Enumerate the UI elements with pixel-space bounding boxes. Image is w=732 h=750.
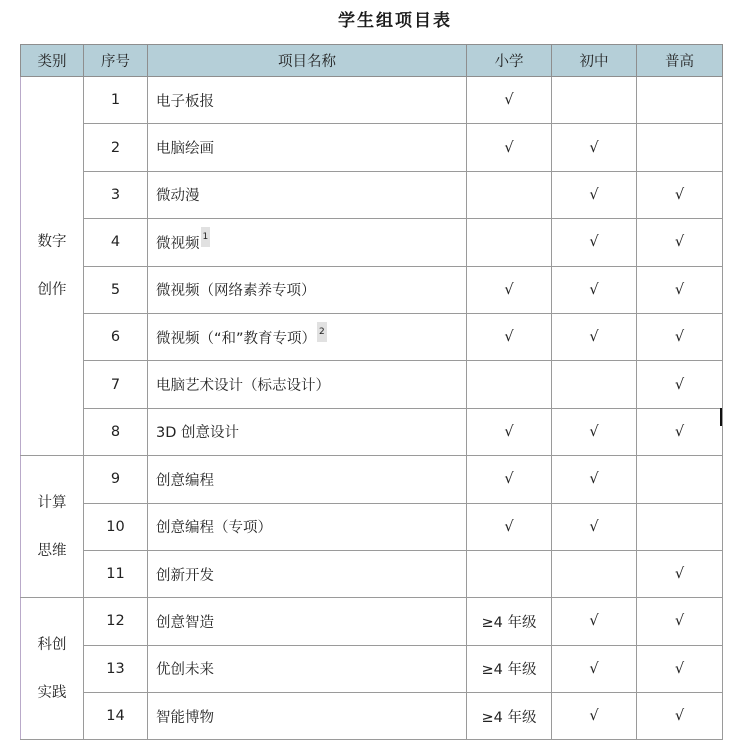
project-name: 微视频: [156, 235, 200, 252]
table-row: [21, 171, 723, 218]
table-body: [21, 77, 723, 740]
project-name-cell: [148, 550, 467, 597]
table-row: [21, 456, 723, 503]
junior-cell: √: [552, 645, 637, 692]
primary-cell: [467, 171, 552, 218]
senior-cell: √: [637, 219, 723, 266]
index-cell: 4: [84, 219, 148, 266]
header-primary: 小学: [467, 45, 552, 77]
project-name-cell: [148, 456, 467, 503]
primary-cell: √: [467, 124, 552, 171]
index-cell: 12: [84, 598, 148, 645]
header-name: 项目名称: [148, 45, 467, 77]
junior-cell: √: [552, 171, 637, 218]
index-cell: 9: [84, 456, 148, 503]
junior-cell: [552, 361, 637, 408]
project-name: 创意智造: [156, 614, 214, 631]
project-name: 电子板报: [156, 93, 214, 110]
footnote-reference[interactable]: 2: [317, 322, 327, 342]
table-row: [21, 550, 723, 597]
project-name: 微视频（网络素养专项）: [156, 283, 316, 300]
junior-cell: √: [552, 313, 637, 360]
category-label-line: 数字: [37, 234, 67, 251]
junior-cell: √: [552, 408, 637, 455]
project-name-cell: [148, 219, 467, 266]
senior-cell: [637, 124, 723, 171]
senior-cell: √: [637, 266, 723, 313]
category-cell: [21, 77, 84, 456]
index-cell: 7: [84, 361, 148, 408]
junior-cell: √: [552, 693, 637, 740]
project-name: 电脑绘画: [156, 141, 214, 158]
index-cell: 11: [84, 550, 148, 597]
primary-cell: √: [467, 408, 552, 455]
table-row: [21, 408, 723, 455]
senior-cell: [637, 77, 723, 124]
project-name: 智能博物: [156, 709, 214, 726]
category-label-line: 计算: [37, 494, 67, 511]
index-cell: 14: [84, 693, 148, 740]
table-row: [21, 77, 723, 124]
project-name-cell: [148, 503, 467, 550]
senior-cell: [637, 503, 723, 550]
project-name: 微动漫: [156, 188, 200, 205]
senior-cell: √: [637, 693, 723, 740]
project-name-cell: [148, 645, 467, 692]
index-cell: 5: [84, 266, 148, 313]
text-cursor-mark: [720, 408, 722, 426]
index-cell: 6: [84, 313, 148, 360]
project-name-cell: [148, 361, 467, 408]
table-row: [21, 219, 723, 266]
senior-cell: √: [637, 408, 723, 455]
senior-cell: √: [637, 313, 723, 360]
project-name: 创意编程（专项）: [156, 520, 272, 537]
project-name-cell: [148, 77, 467, 124]
category-cell: [21, 598, 84, 740]
page-title: 学生组项目表: [338, 11, 452, 31]
table-row: [21, 361, 723, 408]
project-name: 3D 创意设计: [156, 425, 239, 442]
category-label-line: 科创: [37, 636, 67, 653]
primary-cell: √: [467, 313, 552, 360]
junior-cell: √: [552, 266, 637, 313]
category-label-line: 思维: [37, 542, 67, 559]
senior-cell: √: [637, 645, 723, 692]
primary-cell: [467, 219, 552, 266]
footnote-reference[interactable]: 1: [201, 227, 211, 247]
junior-cell: √: [552, 219, 637, 266]
category-label-line: 创作: [37, 282, 67, 299]
junior-cell: [552, 550, 637, 597]
index-cell: 8: [84, 408, 148, 455]
primary-cell: ≥4 年级: [467, 645, 552, 692]
table-row: [21, 124, 723, 171]
senior-cell: √: [637, 361, 723, 408]
project-name-cell: [148, 124, 467, 171]
primary-cell: √: [467, 266, 552, 313]
header-index: 序号: [84, 45, 148, 77]
header-category: 类别: [21, 45, 84, 77]
senior-cell: √: [637, 171, 723, 218]
project-name: 电脑艺术设计（标志设计）: [156, 378, 330, 395]
project-name-cell: [148, 408, 467, 455]
index-cell: 3: [84, 171, 148, 218]
project-name-cell: [148, 313, 467, 360]
project-table: [20, 44, 723, 740]
junior-cell: √: [552, 598, 637, 645]
project-name-cell: [148, 171, 467, 218]
project-name-cell: [148, 266, 467, 313]
table-row: [21, 645, 723, 692]
project-name: 微视频（“和”教育专项）: [156, 330, 317, 347]
primary-cell: ≥4 年级: [467, 598, 552, 645]
table-row: [21, 693, 723, 740]
project-name-cell: [148, 693, 467, 740]
senior-cell: √: [637, 598, 723, 645]
project-name: 优创未来: [156, 662, 214, 679]
primary-cell: √: [467, 503, 552, 550]
index-cell: 2: [84, 124, 148, 171]
primary-cell: [467, 550, 552, 597]
junior-cell: √: [552, 124, 637, 171]
junior-cell: [552, 77, 637, 124]
project-name: 创新开发: [156, 567, 214, 584]
index-cell: 13: [84, 645, 148, 692]
index-cell: 10: [84, 503, 148, 550]
primary-cell: [467, 361, 552, 408]
table-row: [21, 503, 723, 550]
header-junior: 初中: [552, 45, 637, 77]
category-label-line: 实践: [37, 684, 67, 701]
table-row: [21, 313, 723, 360]
primary-cell: √: [467, 77, 552, 124]
category-cell: [21, 456, 84, 598]
header-senior: 普高: [637, 45, 723, 77]
primary-cell: √: [467, 456, 552, 503]
header-row: [21, 45, 723, 77]
senior-cell: √: [637, 550, 723, 597]
project-name: 创意编程: [156, 472, 214, 489]
primary-cell: ≥4 年级: [467, 693, 552, 740]
junior-cell: √: [552, 456, 637, 503]
project-name-cell: [148, 598, 467, 645]
senior-cell: [637, 456, 723, 503]
table-row: [21, 598, 723, 645]
table-row: [21, 266, 723, 313]
index-cell: 1: [84, 77, 148, 124]
junior-cell: √: [552, 503, 637, 550]
